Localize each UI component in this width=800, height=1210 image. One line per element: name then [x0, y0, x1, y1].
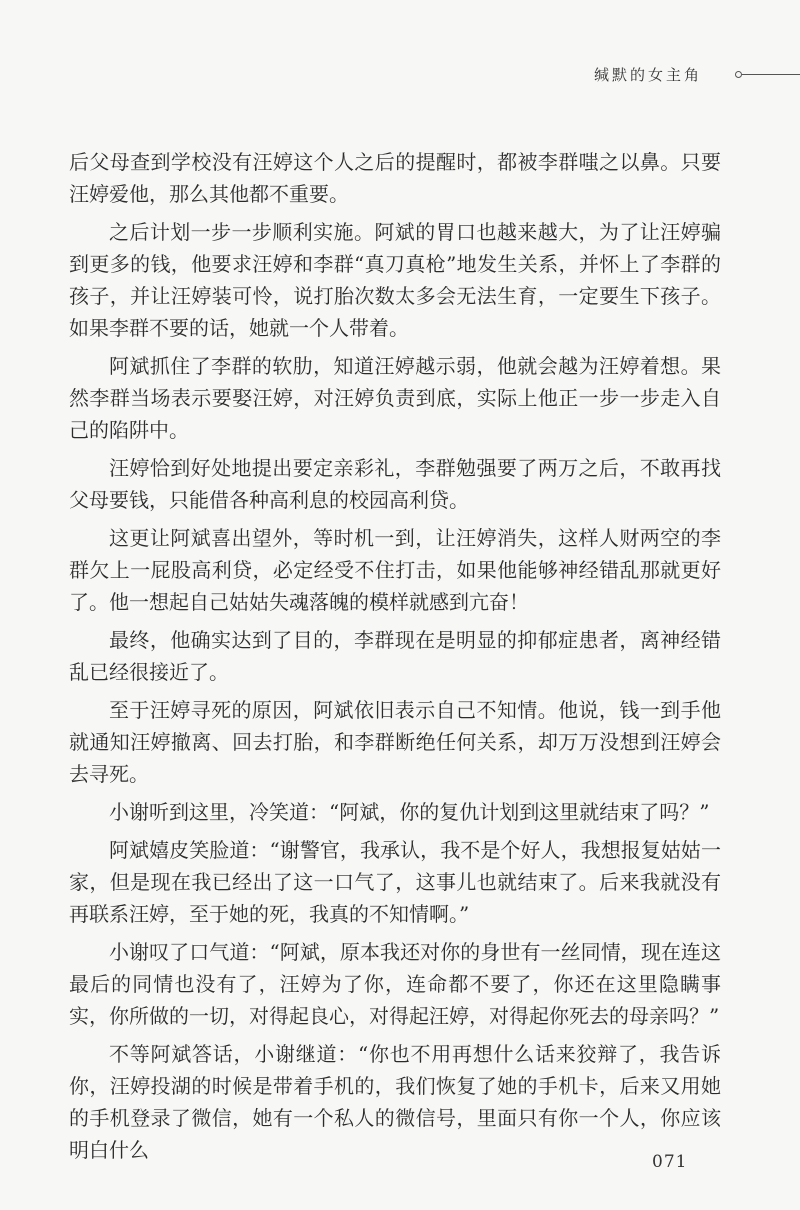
paragraph: 汪婷恰到好处地提出要定亲彩礼，李群勉强要了两万之后，不敢再找父母要钱，只能借各种高利息的校园高利贷。	[69, 456, 721, 512]
paragraph: 小谢叹了口气道：“阿斌，原本我还对你的身世有一丝同情，现在连这最后的同情也没有了，汪婷为了你，连命都不要了，你还在这里隐瞒事实，你所做的一切，对得起良心，对得起汪婷，对得起你死去的母亲吗？”	[69, 940, 721, 1028]
paragraph: 这更让阿斌喜出望外，等时机一到，让汪婷消失，这样人财两空的李群欠上一屁股高利贷，必定经受不住打击，如果他能够神经错乱那就更好了。他一想起自己姑姑失魂落魄的模样就感到亢奋！	[69, 526, 721, 614]
header-ornament-circle-icon	[735, 71, 742, 78]
paragraph: 之后计划一步一步顺利实施。阿斌的胃口也越来越大，为了让汪婷骗到更多的钱，他要求汪婷和李群“真刀真枪”地发生关系，并怀上了李群的孩子，并让汪婷装可怜，说打胎次数太多会无法生育，一定要生下孩子。如果李群不要的话，她就一个人带着。	[69, 220, 721, 340]
paragraph: 不等阿斌答话，小谢继道：“你也不用再想什么话来狡辩了，我告诉你，汪婷投湖的时候是带着手机的，我们恢复了她的手机卡，后来又用她的手机登录了微信，她有一个私人的微信号，里面只有你一个人，你应该明白什么	[69, 1042, 721, 1162]
running-header	[560, 58, 800, 88]
paragraph: 阿斌抓住了李群的软肋，知道汪婷越示弱，他就会越为汪婷着想。果然李群当场表示要娶汪婷，对汪婷负责到底，实际上他正一步一步走入自己的陷阱中。	[69, 354, 721, 442]
paragraph: 至于汪婷寻死的原因，阿斌依旧表示自己不知情。他说，钱一到手他就通知汪婷撤离、回去打胎，和李群断绝任何关系，却万万没想到汪婷会去寻死。	[69, 698, 721, 786]
body-text	[69, 146, 721, 1172]
paragraph-continued: 后父母查到学校没有汪婷这个人之后的提醒时，都被李群嗤之以鼻。只要汪婷爱他，那么其他都不重要。	[69, 150, 721, 206]
book-title: 缄默的女主角	[593, 66, 702, 84]
paragraph: 最终，他确实达到了目的，李群现在是明显的抑郁症患者，离神经错乱已经很接近了。	[69, 628, 721, 684]
page-number: 071	[652, 1152, 688, 1172]
paragraph: 小谢听到这里，冷笑道：“阿斌，你的复仇计划到这里就结束了吗？”	[109, 800, 710, 824]
paragraph: 阿斌嬉皮笑脸道：“谢警官，我承认，我不是个好人，我想报复姑姑一家，但是现在我已经出了这一口气了，这事儿也就结束了。后来我就没有再联系汪婷，至于她的死，我真的不知情啊。”	[69, 838, 721, 926]
header-rule	[742, 74, 800, 75]
